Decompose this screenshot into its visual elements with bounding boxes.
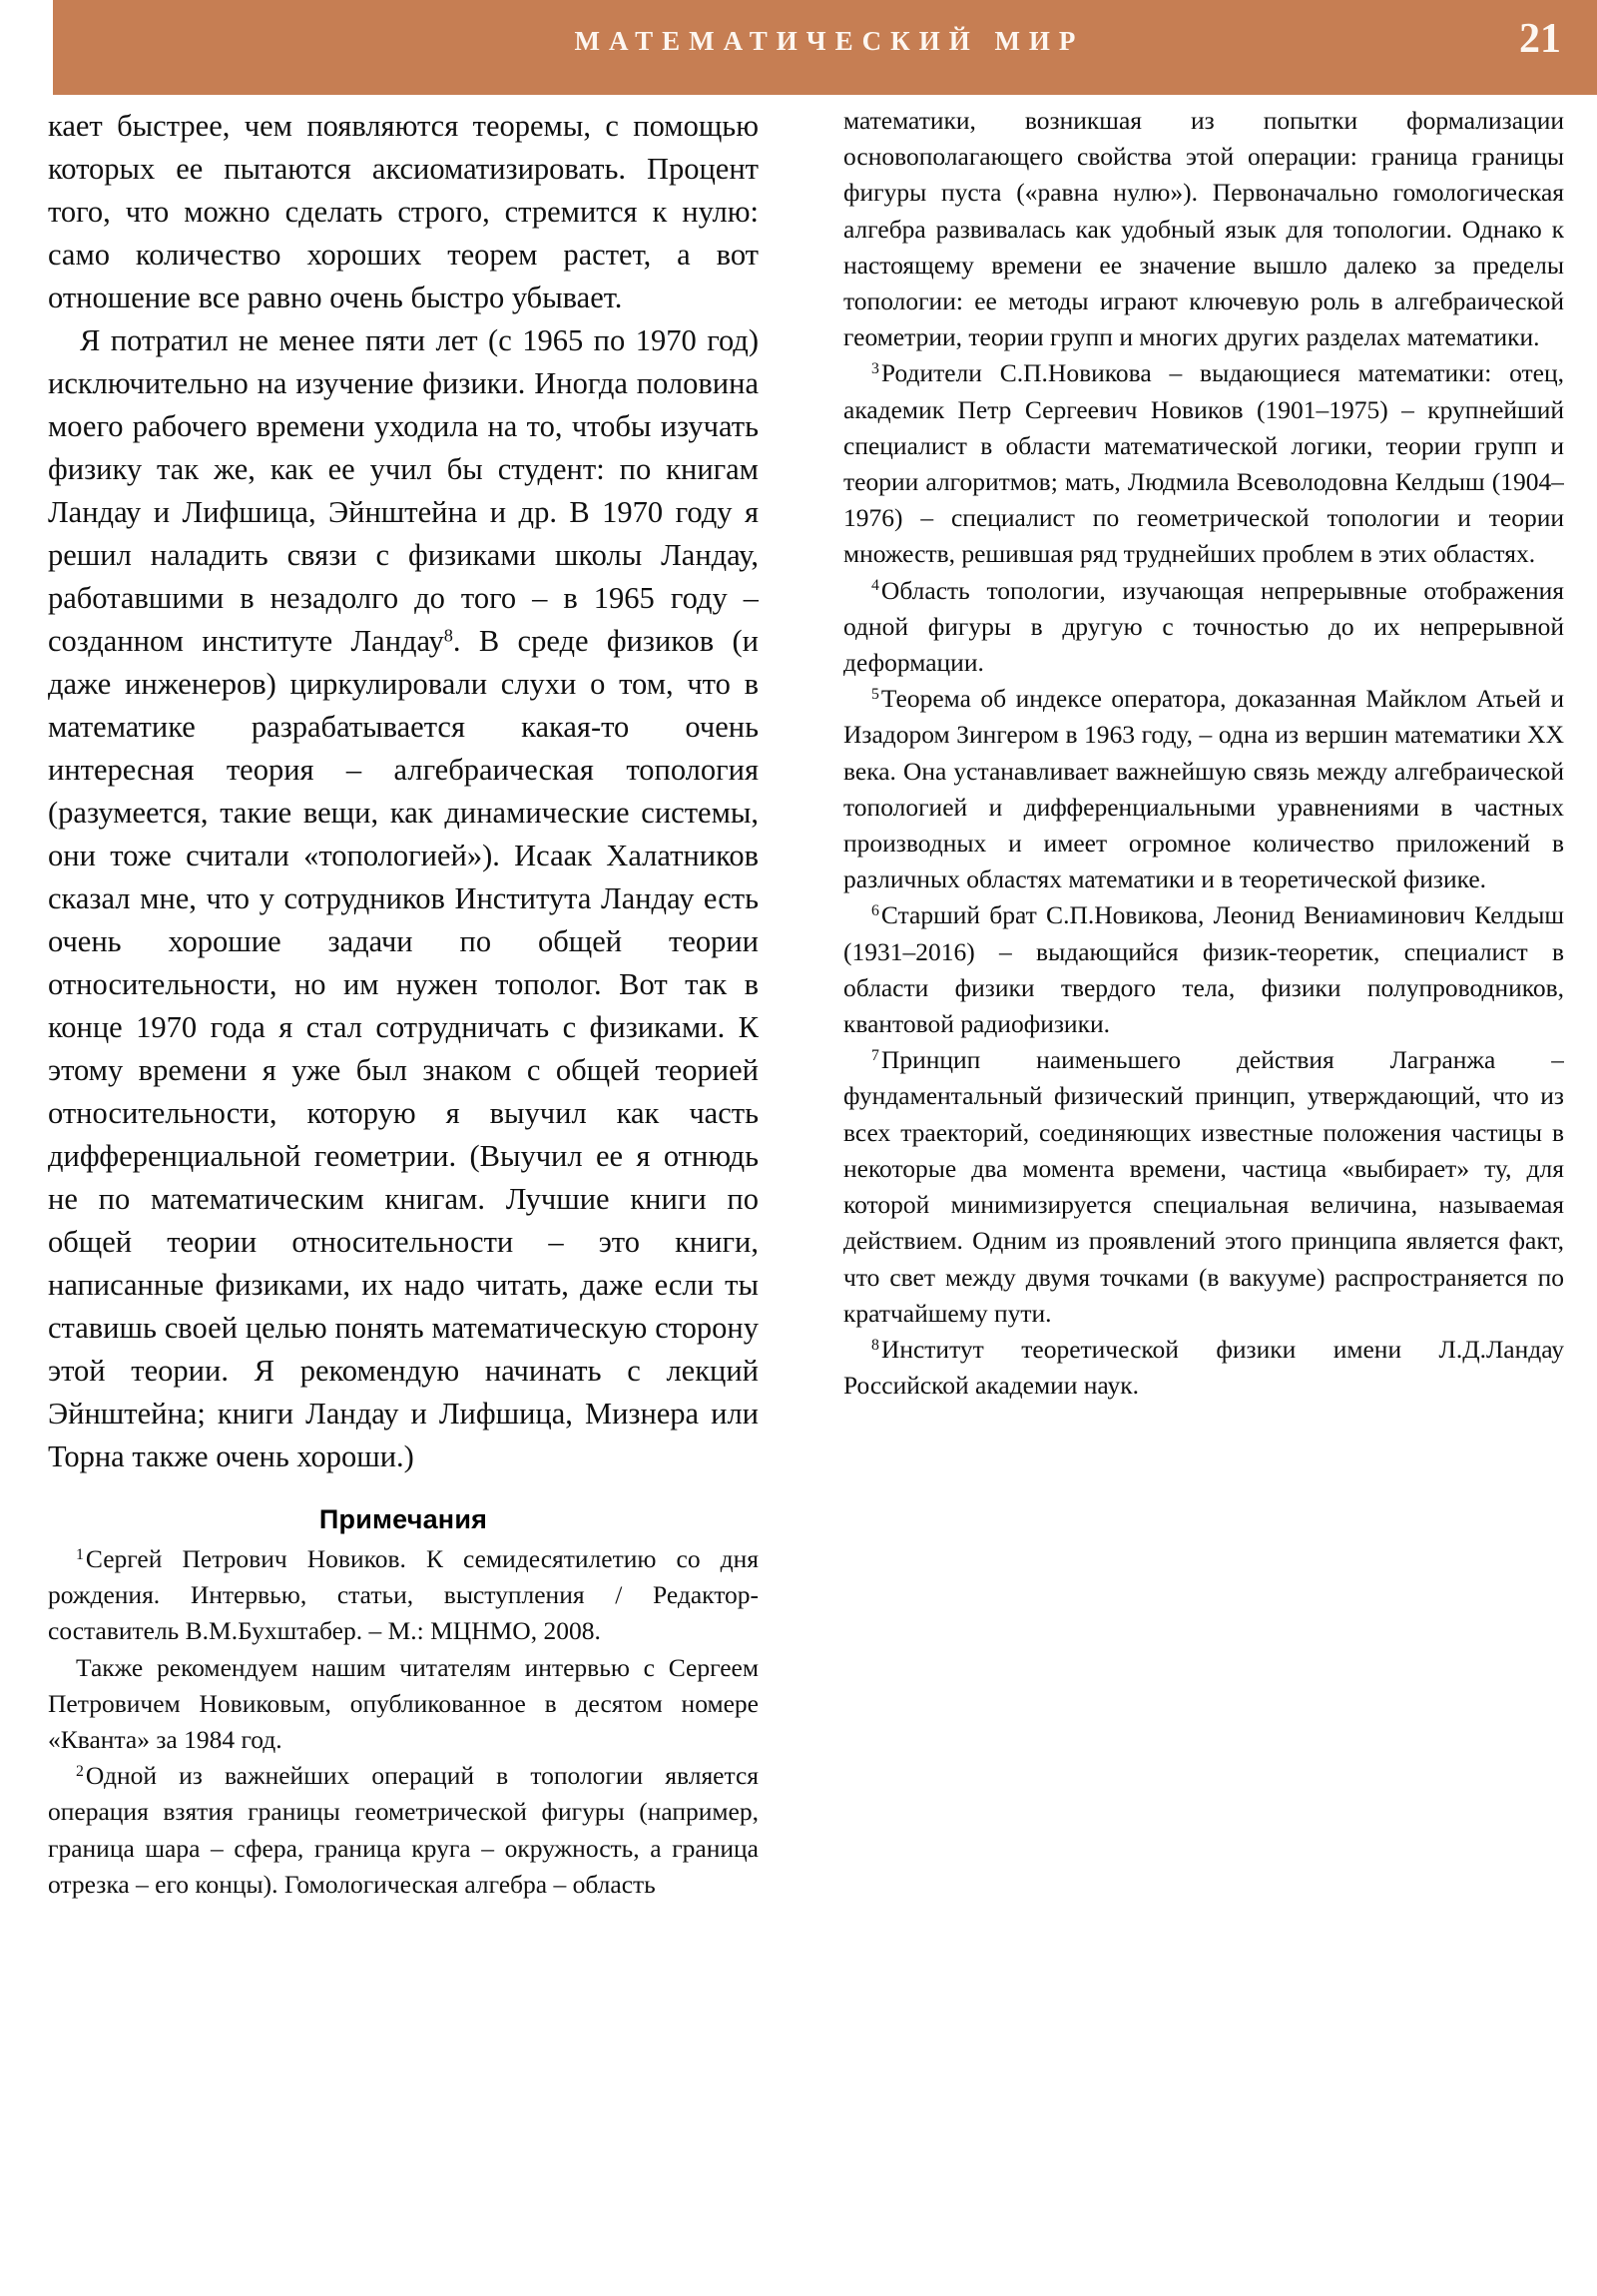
footnote-item [843,681,1564,897]
page-header-band [53,0,1597,95]
page-number: 21 [1519,16,1561,62]
footnote-marker[interactable]: 8 [871,1336,879,1354]
paragraph-text-after-footnote: . В среде физиков (и даже инженеров) циркулировали слухи о том, что в математике разрабатывается какая-то очень интересная теория – алгебраическая топология (разумеется, такие вещи, как динамические системы, они тоже считали «топологией»). Исаак Халатников сказал мне, что у сотрудников Института Ландау есть очень хорошие задачи по общей теории относительности, но им нужен тополог. Вот так в конце 1970 года я стал сотрудничать с физиками. К этому времени я уже был знаком с общей теорией относительности, которую я выучил как часть дифференциальной геометрии. (Выучил ее я отнюдь не по математическим книгам. Лучшие книги по общей теории относительности – это книги, написанные физиками, их надо читать, даже если ты ставишь своей целью понять математическую сторону этой теории. Я рекомендую начинать с лекций Эйнштейна; книги Ландау и Лифшица, Мизнера или Торна также очень хороши.) [48,624,759,1473]
footnote-marker[interactable]: 2 [76,1763,84,1780]
footnote-item [843,1332,1564,1404]
footnote-text: Принцип наименьшего действия Лагранжа – фундаментальный физический принцип, утверждающий, что из всех траекторий, соединяющих известные положения частицы в некоторые два момента времени, частица «выбирает» ту, для которой минимизируется специальная величина, называемая действием. Одним из проявлений этого принципа является факт, что свет между двумя точками (в вакууме) распространяется по кратчайшему пути. [843,1045,1564,1328]
footnote-item [843,573,1564,682]
footnote-marker[interactable]: 4 [871,577,879,595]
body-paragraph [48,319,759,1478]
footnote-text: Одной из важнейших операций в топологии является операция взятия границы геометрической фигуры (например, граница шара – сфера, граница круга – окружность, а граница отрезка – его концы). Гомологическая алгебра – область [48,1761,759,1899]
footnote-marker[interactable]: 3 [871,360,879,378]
footnote-item [843,897,1564,1042]
right-column [843,95,1564,2296]
footnote-marker[interactable]: 6 [871,902,879,920]
two-column-body [0,95,1597,2296]
footnote-text: Сергей Петрович Новиков. К семидесятилетию со дня рождения. Интервью, статьи, выступления / Редактор-составитель В.М.Бухштабер. – М.: МЦНМО, 2008. [48,1544,759,1646]
footnote-text: Институт теоретической физики имени Л.Д.Ландау Российской академии наук. [843,1334,1564,1401]
footnote-marker[interactable]: 8 [443,625,453,646]
notes-section-heading: Примечания [318,1504,488,1534]
footnote-marker[interactable]: 1 [76,1545,84,1563]
footnote-text: Область топологии, изучающая непрерывные отображения одной фигуры в другую с точностью до их непрерывной деформации. [843,575,1564,678]
footnote-item [48,1541,759,1650]
footnote-text: Теорема об индексе оператора, доказанная Майклом Атьей и Изадором Зингером в 1963 году, – одна из вершин математики XX века. Она устанавливает важнейшую связь между алгебраической топологией и дифференциальными уравнениями в частных производных и имеет огромное количество приложений в различных областях математики и в теоретической физике. [843,684,1564,894]
body-paragraph: кает быстрее, чем появляются теоремы, с помощью которых ее пытаются аксиоматизировать. Процент того, что можно сделать строго, стремится к нулю: само количество хороших теорем растет, а вот отношение все равно очень быстро убывает. [48,109,759,314]
footnote-item [48,1758,759,1903]
footnote-marker[interactable]: 7 [871,1047,879,1065]
footnote-item [843,1042,1564,1332]
paragraph-text-before-footnote: Я потратил не менее пяти лет (с 1965 по 1970 год) исключительно на изучение физики. Иногда половина моего рабочего времени уходила на то, чтобы изучать физику так же, как ее учил бы студент: по книгам Ландау и Лифшица, Эйнштейна и др. В 1970 году я решил наладить связи с физиками школы Ландау, работавшими в незадолго до того – в 1965 году – созданном институте Ландау [48,323,759,658]
page-header-title: МАТЕМАТИЧЕСКИЙ МИР [574,26,1085,56]
left-column [48,95,759,2296]
footnote-text: Старший брат С.П.Новикова, Леонид Вениаминович Келдыш (1931–2016) – выдающийся физик-теоретик, специалист в области физики твердого тела, физики полупроводников, квантовой радиофизики. [843,900,1564,1039]
footnote-marker[interactable]: 5 [871,686,879,704]
footnote-item [48,1650,759,1759]
footnote-text: Также рекомендуем нашим читателям интервью с Сергеем Петровичем Новиковым, опубликованное в десятом номере «Кванта» за 1984 год. [48,1652,759,1755]
footnote-item [843,355,1564,572]
footnote-text: Родители С.П.Новикова – выдающиеся математики: отец, академик Петр Сергеевич Новиков (1901–1975) – крупнейший специалист в области математической логики, теории групп и теории алгоритмов; мать, Людмила Всеволодовна Келдыш (1904–1976) – специалист по геометрической топологии и теории множеств, решившая ряд труднейших проблем в этих областях. [843,358,1564,569]
footnote-continuation: математики, возникшая из попытки формализации основополагающего свойства этой операции: граница границы фигуры пуста («равна нулю»). Первоначально гомологическая алгебра развивалась как удобный язык для топологии. Однако к настоящему времени ее значение вышло далеко за пределы топологии: ее методы играют ключевую роль в алгебраической геометрии, теории групп и многих других разделах математики. [843,106,1564,352]
